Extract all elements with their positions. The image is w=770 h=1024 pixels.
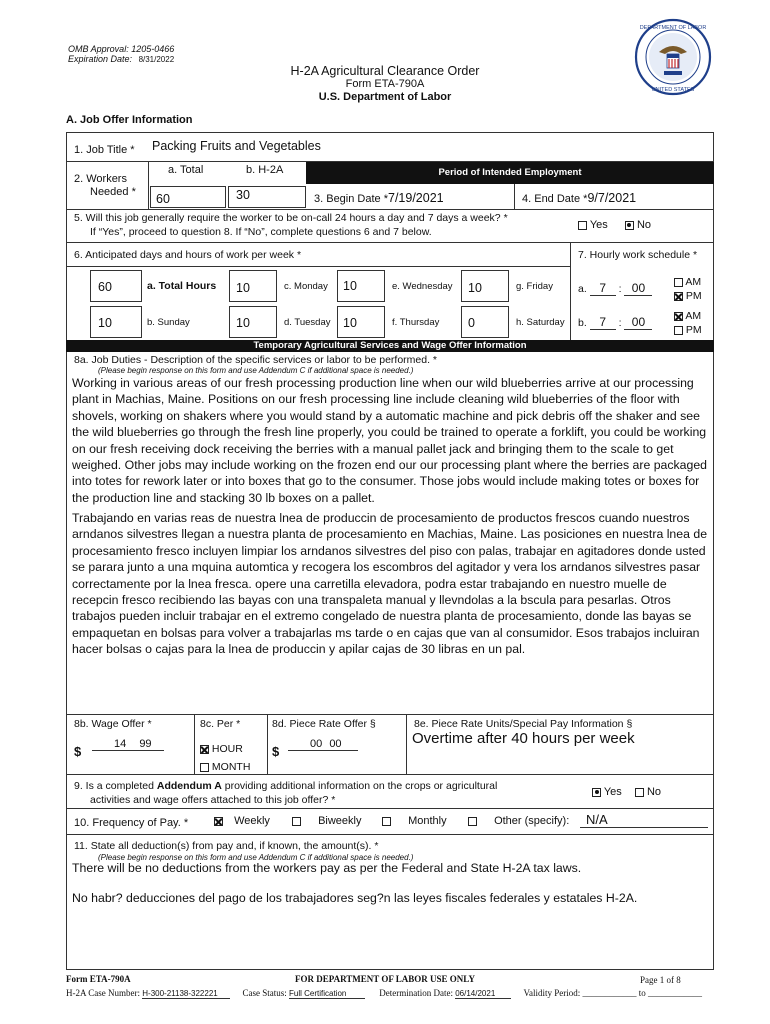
- biweekly-checkbox[interactable]: [292, 817, 301, 826]
- q9-no-label: No: [646, 786, 661, 798]
- schedule-a-ampm: [674, 275, 702, 303]
- piece-rate-cents: 00: [329, 738, 342, 750]
- q10-monthly: [382, 815, 447, 827]
- sunday-value: 10: [98, 316, 112, 330]
- q10-other: [468, 815, 569, 827]
- period-header: Period of Intended Employment: [306, 162, 714, 184]
- per-month-label: MONTH: [211, 761, 251, 773]
- total-hours-value: 60: [98, 280, 112, 294]
- q9-line-1: [74, 780, 497, 792]
- case-status-value: Full Certification: [289, 989, 365, 999]
- monthly-checkbox[interactable]: [382, 817, 391, 826]
- saturday-label: h. Saturday: [516, 317, 565, 328]
- validity-to: to: [638, 988, 646, 998]
- per-hour-label: HOUR: [211, 743, 243, 755]
- wednesday-label: e. Wednesday: [392, 281, 453, 292]
- other-checkbox[interactable]: [468, 817, 477, 826]
- h2a-workers-label: b. H-2A: [246, 164, 284, 176]
- schedule-a-label: a.: [578, 283, 587, 295]
- q8c-options: [200, 740, 250, 776]
- footer-case-row: [66, 988, 702, 999]
- schedule-a: a. 7 : 00: [578, 281, 652, 296]
- svg-text:DEPARTMENT OF LABOR: DEPARTMENT OF LABOR: [639, 25, 707, 31]
- other-specify-value: N/A: [586, 812, 608, 827]
- q5-yes-label: Yes: [589, 219, 608, 231]
- piece-rate-field[interactable]: [288, 738, 358, 751]
- q8b-label: 8b. Wage Offer *: [74, 718, 152, 730]
- section-a-title: A. Job Offer Information: [66, 114, 193, 126]
- schedule-a-am-label: AM: [685, 276, 702, 288]
- q8c-label: 8c. Per *: [200, 718, 241, 730]
- omb-approval: OMB Approval: 1205-0466: [68, 44, 175, 54]
- job-title-label: 1. Job Title *: [74, 144, 135, 156]
- wage-offer-dollars: 14: [114, 738, 127, 750]
- wage-dollar: $: [74, 744, 82, 759]
- case-number-label: H-2A Case Number:: [66, 988, 140, 998]
- end-date-label: [522, 191, 636, 205]
- other-specify-field[interactable]: [580, 812, 708, 828]
- piece-rate-dollars: 00: [310, 738, 323, 750]
- q7-label: 7. Hourly work schedule *: [578, 249, 698, 261]
- begin-date-label-text: 3. Begin Date *: [314, 193, 388, 205]
- q5-yes-checkbox[interactable]: [578, 221, 587, 230]
- q8e-label: 8e. Piece Rate Units/Special Pay Information §: [414, 718, 633, 730]
- q10-weekly: [214, 815, 270, 827]
- case-status-label: Case Status:: [242, 988, 287, 998]
- wage-section-header: Temporary Agricultural Services and Wage Offer Information: [66, 340, 714, 352]
- case-number-value: H-300-21138-322221: [142, 989, 230, 999]
- footer-dol-use: FOR DEPARTMENT OF LABOR USE ONLY: [295, 974, 475, 984]
- total-hours-label: a. Total Hours: [147, 280, 217, 292]
- tuesday-value: 10: [236, 316, 250, 330]
- deductions-english[interactable]: There will be no deductions from the workers pay as per the Federal and State H-2A tax laws.: [72, 861, 582, 875]
- monday-extra-value: 10: [343, 279, 357, 293]
- biweekly-label: Biweekly: [318, 815, 362, 827]
- friday-label: g. Friday: [516, 281, 553, 292]
- q9-options: [592, 786, 661, 798]
- wage-offer-cents: 99: [139, 738, 152, 750]
- q9-no-checkbox[interactable]: [635, 788, 644, 797]
- tuesday-extra-value: 10: [343, 316, 357, 330]
- q11-note: (Please begin response on this form and use Addendum C if additional space is needed.): [98, 853, 414, 862]
- q5-no-radio[interactable]: [625, 221, 634, 230]
- q8e-field[interactable]: Overtime after 40 hours per week: [412, 730, 635, 747]
- determination-label: Determination Date:: [379, 988, 453, 998]
- workers-needed-label-2: Needed *: [90, 186, 136, 198]
- q8a-label: 8a. Job Duties - Description of the specific services or labor to be performed. *: [74, 354, 437, 366]
- svg-text:UNITED STATES: UNITED STATES: [651, 87, 695, 93]
- schedule-b: b. 7 : 00: [578, 315, 652, 330]
- q9-post: providing additional information on the crops or agricultural: [221, 780, 498, 792]
- q5-options: [578, 219, 651, 231]
- schedule-b-am-checkbox[interactable]: [674, 312, 683, 321]
- q5-text-2: If “Yes”, proceed to question 8. If “No”, complete questions 6 and 7 below.: [90, 226, 432, 238]
- schedule-a-pm-checkbox[interactable]: [674, 292, 683, 301]
- form-number: Form ETA-790A: [345, 78, 425, 90]
- department-name: U.S. Department of Labor: [318, 91, 452, 103]
- q11-label: 11. State all deduction(s) from pay and, if known, the amount(s). *: [74, 840, 379, 852]
- total-workers-label: a. Total: [168, 164, 204, 176]
- begin-date-label: [314, 191, 444, 205]
- monday-hours-value: 10: [236, 281, 250, 295]
- end-date-label-text: 4. End Date *: [522, 193, 588, 205]
- validity-blank-2: ____________: [648, 988, 702, 998]
- sunday-label: b. Sunday: [147, 317, 190, 328]
- determination-value: 06/14/2021: [455, 989, 511, 999]
- schedule-b-pm-label: PM: [685, 324, 702, 336]
- footer-page: Page 1 of 8: [640, 975, 681, 985]
- thursday-value: 0: [468, 316, 475, 330]
- other-label: Other (specify):: [494, 815, 570, 827]
- deductions-spanish[interactable]: No habr? deducciones del pago de los trabajadores seg?n las leyes fiscales federales y estatales H-2A.: [72, 891, 638, 905]
- schedule-b-am-label: AM: [685, 310, 702, 322]
- schedule-b-ampm: [674, 309, 702, 337]
- duties-english[interactable]: Working in various areas of our fresh processing production line when our wild blueberries arrive at our processing plant in Machias, Maine. Positions on our fresh processing line include cleaning wild blueberries of the floor with shovels, working on shakers where you would stand by a automatic machine and pick debris off the shaker and see the wild blueberries go through the fresh line properly, you could be trained to operate a forklift, you could be working on our fresh receiving dock receiving the berries with a manual pallet jack and bringing them to the scale to get weighed. Other jobs may include working on the frozen end our our processing plant where the berries are packaged into totes for rework later or into boxes that go to the consumer. Those jobs would include making totes or boxes for the production line and stacking 30 lb boxes on a pallet.: [72, 376, 708, 505]
- duties-spanish[interactable]: Trabajando en varias reas de nuestra lnea de produccin de procesamiento de productos frescos cuando nuestros arndanos silvestres llegan a nuestra planta de procesamiento en Machias, Maine. Las posiciones en nuestra lnea de procesamiento fresco incluyen limpiar los arndanos silvestres del piso con palas, trabajar en agitadores donde usted se parara junto a una mquina automtica y recogera los escombros del agitador y vera los arndanos silvestres pasar correctamente por la lnea fresca. opere una carretilla elevadora, podra estar trabajando en nuestro muelle de recepcin fresco recibiendo las bayas con una transpaleta manual y llevndolas a la bscula para pesarlas. Otros trabajos pueden incluir trabajar en el extremo congelado de nuestra planta de procesamiento, donde las bayas se empaquetan en bolsas para volver a trabajarlas ms tarde o en cajas que van al consumidor. Esos trabajos incluiran hacer bolsas o cajas para la lnea de produccin y apilar cajas de 30 libras en un pal.: [72, 511, 708, 657]
- expiration-value: 8/31/2022: [138, 55, 175, 64]
- wage-offer-field[interactable]: [92, 738, 164, 751]
- weekly-checkbox[interactable]: [214, 817, 223, 826]
- validity-blank-1: ____________: [582, 988, 637, 998]
- q6-label: 6. Anticipated days and hours of work per week *: [74, 249, 302, 261]
- h2a-workers-field: 30: [236, 188, 250, 202]
- per-month-checkbox[interactable]: [200, 763, 209, 772]
- q9-line-2: activities and wage offers attached to this job offer? *: [90, 794, 336, 806]
- q8d-label: 8d. Piece Rate Offer §: [272, 718, 376, 730]
- q9-yes-label: Yes: [603, 786, 622, 798]
- schedule-a-min[interactable]: 00: [624, 281, 652, 296]
- thursday-label: f. Thursday: [392, 317, 440, 328]
- q9-pre: 9. Is a completed: [74, 780, 157, 792]
- total-workers-field: 60: [156, 192, 170, 206]
- q9-bold: Addendum A: [156, 780, 222, 792]
- job-title-field[interactable]: Packing Fruits and Vegetables: [152, 139, 321, 153]
- weekly-label: Weekly: [234, 815, 270, 827]
- monday-label: c. Monday: [284, 281, 328, 292]
- q8a-note: (Please begin response on this form and use Addendum C if additional space is needed.): [98, 366, 414, 375]
- monthly-label: Monthly: [408, 815, 447, 827]
- q9-yes-radio[interactable]: [592, 788, 601, 797]
- expiration-label: [68, 54, 174, 64]
- per-hour-checkbox[interactable]: [200, 745, 209, 754]
- wednesday-value: 10: [468, 281, 482, 295]
- form-title: H-2A Agricultural Clearance Order: [290, 64, 480, 78]
- q5-no-label: No: [636, 219, 651, 231]
- schedule-a-hour[interactable]: 7: [590, 281, 616, 296]
- q5-text-1: 5. Will this job generally require the worker to be on-call 24 hours a day and 7 days a week? *: [74, 212, 508, 224]
- tuesday-label: d. Tuesday: [284, 317, 331, 328]
- expiration-label-text: Expiration Date:: [68, 54, 133, 64]
- schedule-b-hour[interactable]: 7: [590, 315, 616, 330]
- q10-label: 10. Frequency of Pay. *: [74, 817, 189, 829]
- end-date-field[interactable]: 9/7/2021: [587, 191, 637, 205]
- schedule-b-min[interactable]: 00: [624, 315, 652, 330]
- piece-dollar: $: [272, 744, 280, 759]
- workers-needed-label-1: 2. Workers: [74, 173, 127, 185]
- dol-seal-icon: [634, 18, 712, 96]
- begin-date-field[interactable]: 7/19/2021: [388, 191, 444, 205]
- schedule-a-pm-label: PM: [685, 290, 702, 302]
- q10-biweekly: [292, 815, 361, 827]
- validity-label: Validity Period:: [523, 988, 581, 998]
- schedule-b-label: b.: [578, 317, 587, 329]
- schedule-a-am-checkbox[interactable]: [674, 278, 683, 287]
- footer-form-id: Form ETA-790A: [66, 974, 131, 984]
- schedule-b-pm-checkbox[interactable]: [674, 326, 683, 335]
